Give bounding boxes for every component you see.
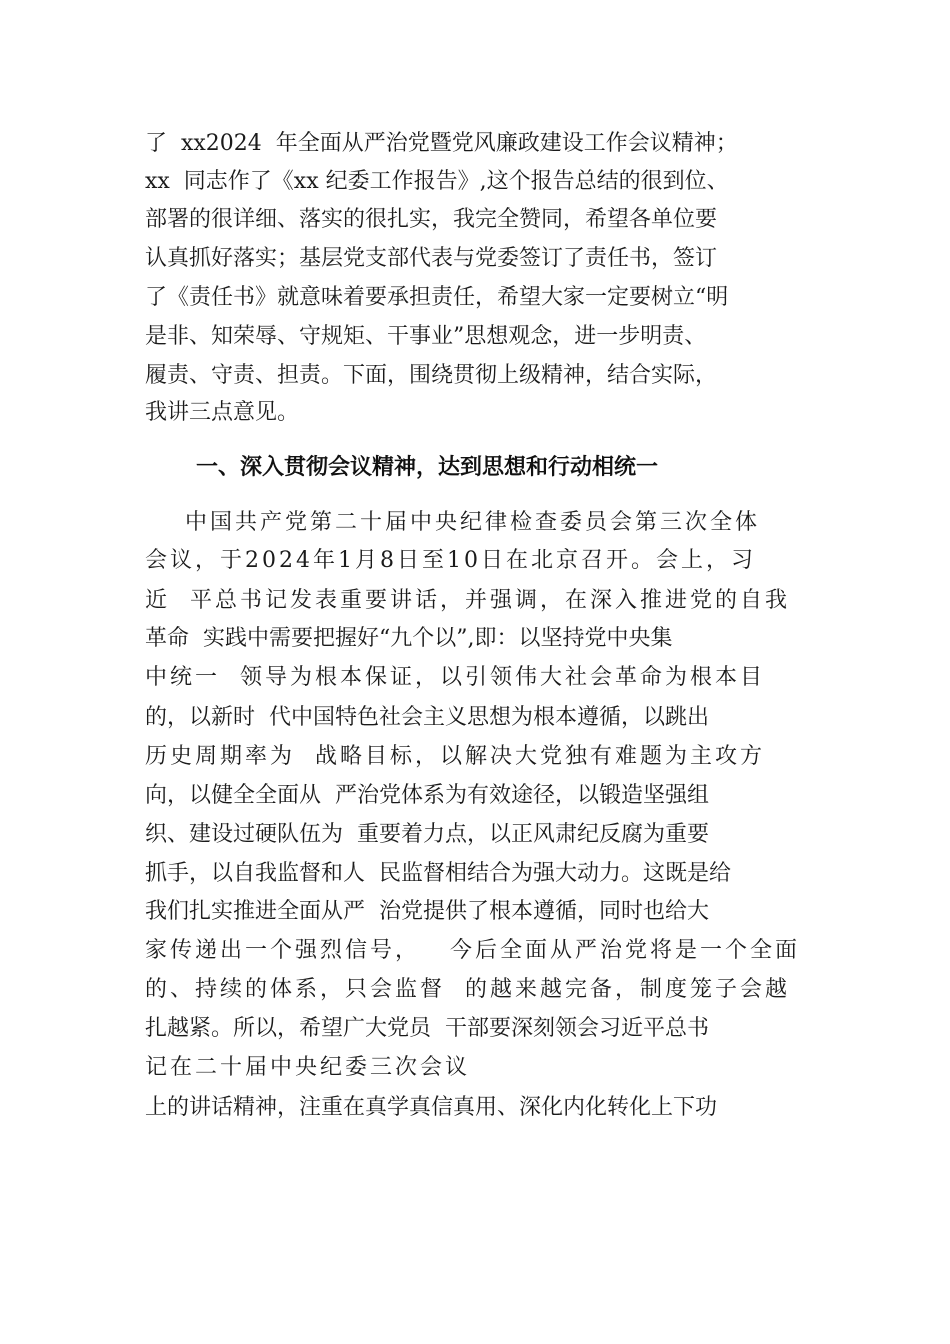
text-line: 中统一 领导为根本保证，以引领伟大社会革命为根本目 [145, 665, 765, 690]
text-line: 的，以新时 代中国特色社会主义思想为根本遵循，以跳出 [145, 705, 709, 730]
section-heading: 一、深入贯彻会议精神，达到思想和行动相统一 [196, 455, 659, 480]
text-line: 织、建设过硬队伍为 重要着力点，以正风肃纪反腐为重要 [145, 822, 709, 847]
text-line: 中国共产党第二十届中央纪律检查委员会第三次全体 [145, 510, 760, 535]
text-line: 近 平总书记发表重要讲话，并强调，在深入推进党的自我 [145, 588, 790, 613]
text-line: 家传递出一个强烈信号， 今后全面从严治党将是一个全面 [145, 938, 800, 963]
text-line: 是非、知荣辱、守规矩、干事业”思想观念，进一步明责、 [145, 324, 707, 349]
text-line: 履责、守责、担责。下面，围绕贯彻上级精神，结合实际， [145, 363, 718, 388]
text-line: 的、持续的体系，只会监督 的越来越完备，制度笼子会越 [145, 977, 790, 1002]
text-line: 会议，于2024年1月8日至10日在北京召开。会上，习 [145, 548, 756, 573]
text-line: 认真抓好落实；基层党支部代表与党委签订了责任书，签订 [145, 246, 718, 271]
text-line: 部署的很详细、落实的很扎实，我完全赞同，希望各单位要 [145, 207, 718, 232]
text-line: 上的讲话精神，注重在真学真信真用、深化内化转化上下功 [145, 1095, 718, 1120]
text-line: 历史周期率为 战略目标，以解决大党独有难题为主攻方 [145, 744, 765, 769]
text-line: 了《责任书》就意味着要承担责任，希望大家一定要树立“明 [145, 285, 729, 310]
text-line: 抓手，以自我监督和人 民监督相结合为强大动力。这既是给 [145, 861, 731, 886]
text-line: 了 xx2024 年全面从严治党暨党风廉政建设工作会议精神； [145, 131, 738, 156]
text-line: 向，以健全全面从 严治党体系为有效途径，以锻造坚强组 [145, 783, 709, 808]
text-line: xx 同志作了《xx 纪委工作报告》,这个报告总结的很到位、 [145, 169, 729, 194]
text-line: 我们扎实推进全面从严 治党提供了根本遵循，同时也给大 [145, 899, 709, 924]
text-line: 我讲三点意见。 [145, 400, 300, 425]
text-line: 革命 实践中需要把握好“九个以”,即：以坚持党中央集 [145, 626, 673, 651]
text-line: 记在二十届中央纪委三次会议 [145, 1055, 471, 1080]
text-line: 扎越紧。所以，希望广大党员 干部要深刻领会习近平总书 [145, 1016, 709, 1041]
